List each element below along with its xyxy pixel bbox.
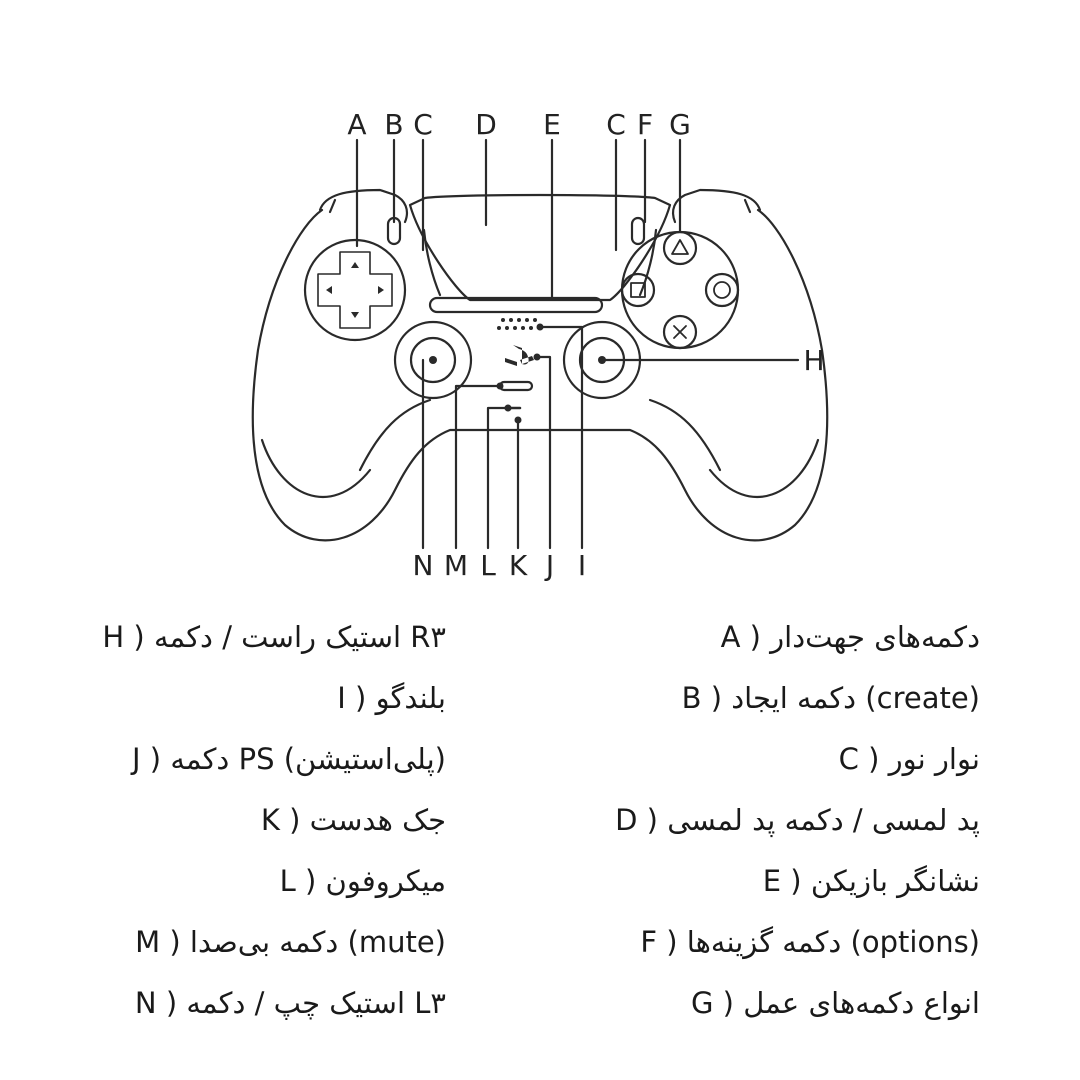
legend-item-i: I ) بلندگو: [337, 681, 446, 715]
legend-item-e: E ) نشانگر بازیکن: [762, 864, 980, 898]
options-button-shape: [632, 218, 644, 244]
label-top-0: A: [347, 108, 367, 141]
speaker-grille: [497, 318, 537, 330]
label-bottom-3: K: [508, 549, 528, 582]
legend-item-c: C ) نوار نور: [838, 742, 980, 776]
label-bottom-1: M: [443, 549, 469, 582]
legend-item-j: J ) دکمه PS (پلی‌استیشن): [132, 742, 446, 776]
label-top-3: D: [475, 108, 497, 141]
legend-item-d: D ) پد لمسی / دکمه پد لمسی: [615, 803, 980, 837]
legend-item-m: M ) دکمه بی‌صدا (mute): [135, 925, 446, 959]
label-bottom-0: N: [412, 549, 434, 582]
mute-button-shape: [500, 382, 532, 390]
label-top-7: G: [669, 108, 691, 141]
label-side-h: H: [803, 344, 825, 377]
legend-item-k: K ) جک هدست: [260, 803, 446, 837]
legend-item-g: G ) انواع دکمه‌های عمل: [690, 986, 980, 1020]
legend-item-h: H ) استیک راست / دکمه R۳: [102, 620, 446, 654]
action-ring: [622, 232, 738, 348]
legend-item-b: B ) دکمه ایجاد (create): [681, 681, 980, 715]
label-top-1: B: [384, 108, 404, 141]
legend-item-a: A ) دکمه‌های جهت‌دار: [720, 620, 980, 654]
label-top-4: E: [543, 108, 561, 141]
label-top-2: C: [413, 108, 433, 141]
label-top-5: C: [606, 108, 626, 141]
legend-right-column: [615, 614, 980, 1041]
legend-left-column: [102, 614, 446, 1041]
label-bottom-5: I: [577, 549, 587, 582]
legend-item-n: N ) استیک چپ / دکمه L۳: [134, 986, 446, 1020]
label-bottom-2: L: [480, 549, 496, 582]
legend-item-l: L ) میکروفون: [279, 864, 446, 898]
label-bottom-4: J: [545, 549, 555, 582]
controller-body: [253, 210, 827, 540]
ps-logo: [505, 345, 534, 366]
legend-item-f: F ) دکمه گزینه‌ها (options): [640, 925, 980, 959]
dpad-ring: [305, 240, 405, 340]
label-top-6: F: [636, 108, 654, 141]
